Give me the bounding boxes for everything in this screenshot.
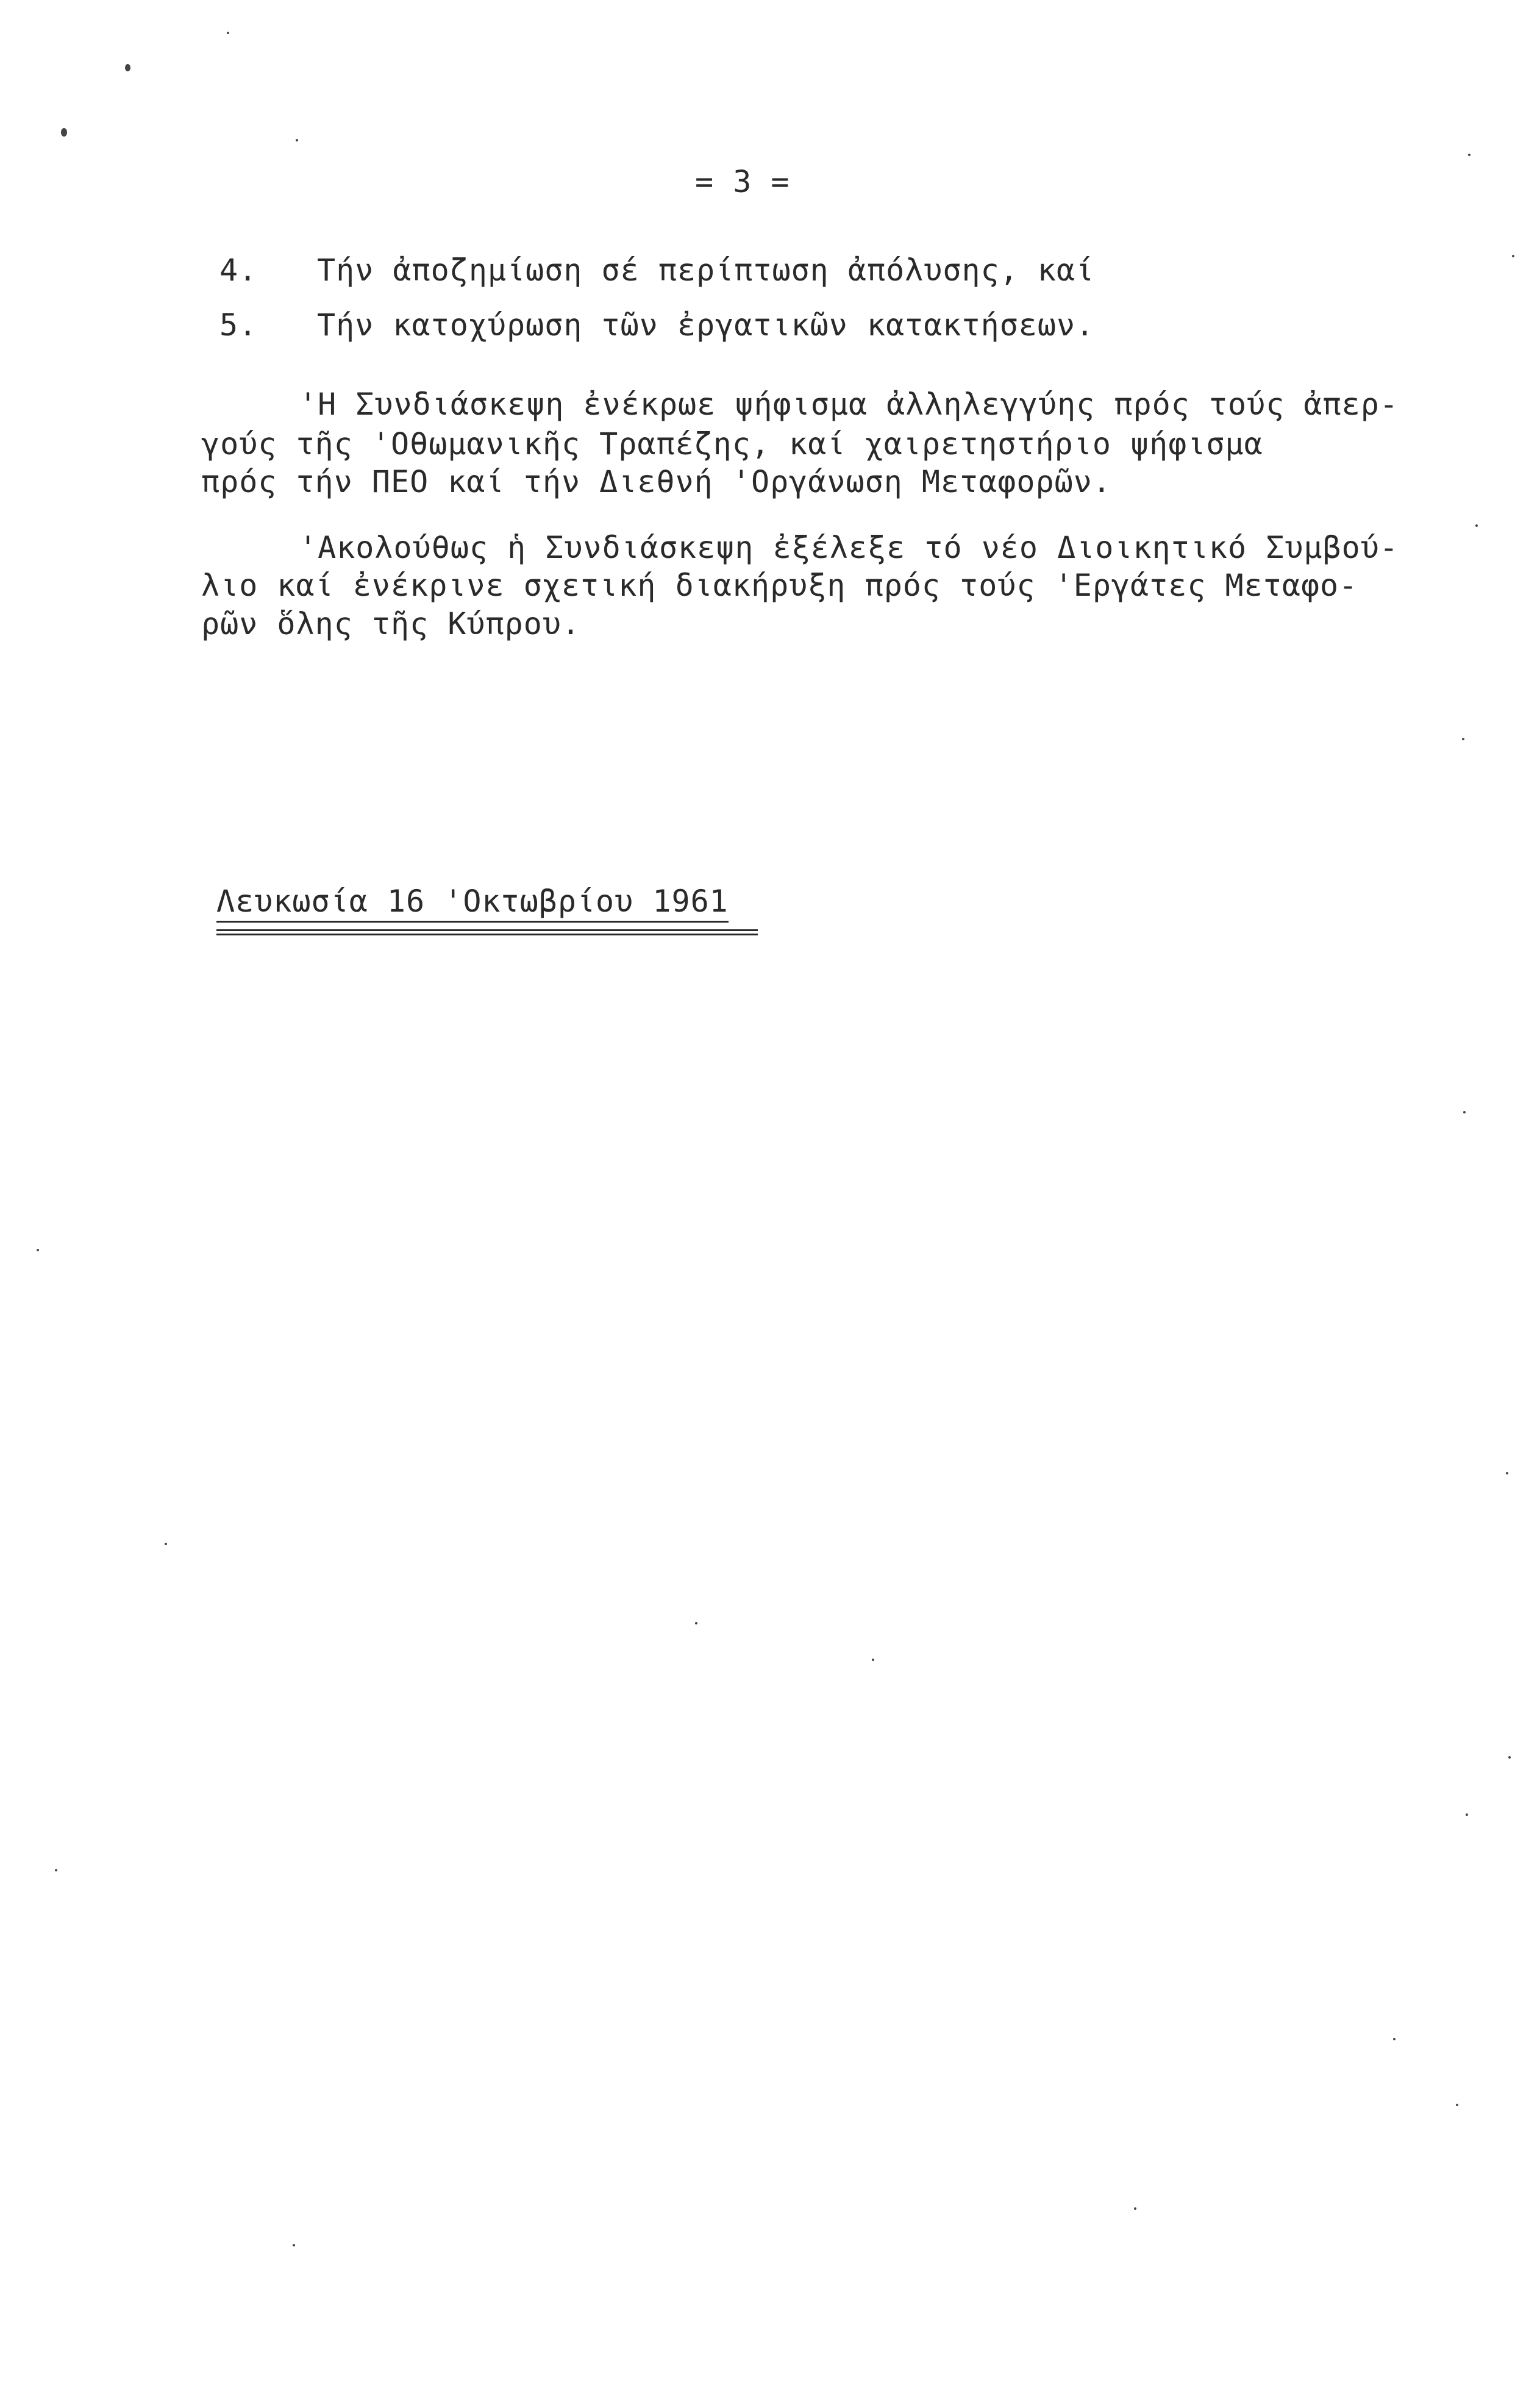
scan-speck (293, 2244, 295, 2246)
scan-speck (1468, 154, 1470, 156)
scan-speck (61, 128, 67, 137)
scan-speck (1506, 1472, 1508, 1474)
scan-speck (1462, 738, 1464, 740)
scan-speck (1393, 2038, 1396, 2040)
scan-speck (55, 1869, 57, 1871)
scan-speck (1466, 1813, 1468, 1816)
scan-speck (872, 1659, 874, 1661)
scan-speck (227, 32, 229, 34)
scan-speck (1134, 2207, 1136, 2210)
scan-speck (296, 139, 298, 141)
scan-speck (1475, 524, 1478, 527)
paragraph-line: γούς τῆς 'Οθωμανικῆς Τραπέζης, καί χαιρετηστήριο ψήφισμα (201, 426, 1263, 462)
page-number: = 3 = (695, 164, 790, 199)
scan-speck (1508, 1756, 1511, 1759)
scan-speck (37, 1249, 39, 1251)
paragraph-line: ρῶν ὅλης τῆς Κύπρου. (201, 606, 581, 641)
paragraph-line: πρός τήν ΠΕΟ καί τήν Διεθνή 'Οργάνωση Μεταφορῶν. (201, 464, 1111, 499)
paragraph-line: 'Η Συνδιάσκεψη ἐνέκρωε ψήφισμα ἀλληλεγγύης πρός τούς ἀπερ- (299, 387, 1399, 422)
scan-speck (1463, 1111, 1466, 1113)
scan-speck (695, 1622, 697, 1624)
paragraph-line: λιο καί ἐνέκρινε σχετική διακήρυξη πρός τούς 'Εργάτες Μεταφο- (201, 568, 1358, 603)
list-item-text: Τήν ἀποζημίωση σέ περίπτωση ἀπόλυσης, καί (317, 252, 1095, 288)
list-item-text: Τήν κατοχύρωση τῶν ἐργατικῶν κατακτήσεων. (317, 307, 1095, 343)
paragraph-line: 'Ακολούθως ἡ Συνδιάσκεψη ἐξέλεξε τό νέο Διοικητικό Συμβού- (299, 530, 1399, 565)
list-item-number: 4. (219, 252, 258, 288)
double-underline-rule (216, 929, 758, 935)
scan-speck (1512, 255, 1514, 257)
scan-speck (165, 1543, 167, 1545)
scan-speck (125, 64, 130, 71)
list-item-number: 5. (219, 307, 258, 343)
scan-speck (1456, 2104, 1458, 2106)
dateline: Λευκωσία 16 'Οκτωβρίου 1961 (216, 883, 729, 923)
